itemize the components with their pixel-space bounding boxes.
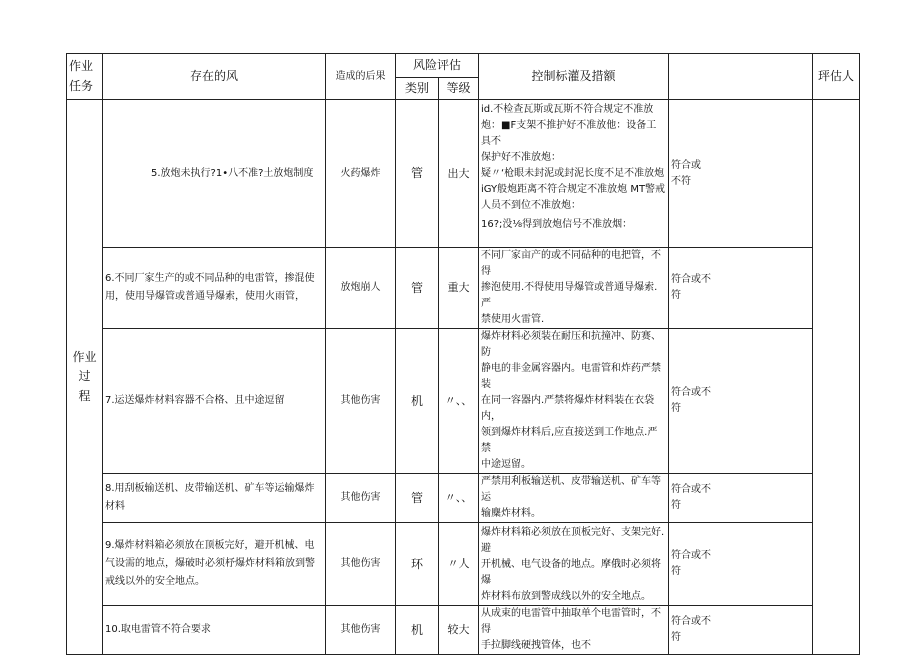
control-line: 炮：■F支架不推护好不准放他：设备工具不 <box>481 120 657 147</box>
header-task-line2: 任务 <box>69 78 94 93</box>
evaluation-cell <box>669 329 813 474</box>
hazard-cell: 7.运送爆炸材料容器不合格、且中途逗留 <box>103 329 326 474</box>
table-row <box>67 474 860 523</box>
control-line: 严禁用利板输送机、皮带输送机、矿车等运 <box>481 476 661 503</box>
consequence-cell: 其他伤害 <box>326 474 396 523</box>
task-cell <box>67 100 103 655</box>
header-level: 等级 <box>439 78 479 100</box>
control-line: 疑〃‘枪眼未封泥或封泥长度不足不准放炮 <box>481 168 665 179</box>
evaluation-cell <box>669 474 813 523</box>
header-task-line1: 作业 <box>69 59 94 74</box>
control-line: 开机械、电气设备的地点。摩俄时必须将爆 <box>481 559 661 586</box>
table-row <box>67 248 860 329</box>
evaluation-cell <box>669 100 813 248</box>
control-cell <box>479 100 669 248</box>
control-cell <box>479 329 669 474</box>
control-cell <box>479 474 669 523</box>
table-row <box>67 523 860 606</box>
control-cell <box>479 248 669 329</box>
evaluation-line2: 不符 <box>671 175 691 187</box>
control-line: 领到爆炸材料后,应直接送到工作地点.严禁 <box>481 427 658 454</box>
control-line: 中途逗留。 <box>481 459 531 470</box>
level-cell: 重大 <box>439 248 479 329</box>
header-category: 类别 <box>396 78 439 100</box>
control-line: 不同厂家亩产的或不同砧种的电把管，不得 <box>481 250 661 277</box>
header-evaluator: 玶估人 <box>813 54 860 100</box>
category-cell: 管 <box>396 474 439 523</box>
evaluation-line1: 符合或不 <box>671 274 711 285</box>
task-line1: 作业过 <box>72 350 97 384</box>
control-line: 手拉脚线硬拽管体，也不 <box>481 640 591 651</box>
level-cell: 〃、、 <box>439 329 479 474</box>
consequence-cell: 其他伤害 <box>326 606 396 655</box>
header-hazard: 存在的风 <box>103 54 326 100</box>
hazard-cell: 10.取电雷管不符合要求 <box>103 606 326 655</box>
hazard-cell: 5.放炮未执行?1•八不准?土放炮制度 <box>103 100 326 248</box>
table-row <box>67 606 860 655</box>
evaluation-line1: 符合或不 <box>671 616 711 627</box>
control-line: iGY般炮距离不符合规定不准放炮 MT警戒 <box>481 184 666 195</box>
evaluation-line2: 符 <box>671 290 681 301</box>
control-line: id.不检查瓦斯或瓦斯不符合规定不准放 <box>481 104 654 115</box>
header-control-measures: 控制标灌及措额 <box>479 54 669 100</box>
evaluation-line2: 符 <box>671 500 681 511</box>
task-line2: 程 <box>78 388 91 403</box>
control-line: 在同一容器内.严禁将爆炸材料装在衣袋内， <box>481 395 655 422</box>
evaluation-line1: 符合或不 <box>671 550 711 561</box>
control-line: 人员不到位不准放炮： <box>481 200 581 211</box>
risk-assessment-table <box>66 53 860 655</box>
control-cell <box>479 606 669 655</box>
consequence-cell: 其他伤害 <box>326 523 396 606</box>
header-task <box>67 54 103 100</box>
control-line: 输麋炸材料。 <box>481 508 541 519</box>
hazard-cell: 6.不冋厂家生产的或不同品种的电雷管，掺混使用，使用导爆管或普通导爆索，使用火雨管， <box>103 248 326 329</box>
control-line: 静电的非金属容器内。电雷管和炸药严禁装 <box>481 363 661 390</box>
consequence-cell: 其他伤害 <box>326 329 396 474</box>
header-blank <box>669 54 813 100</box>
consequence-cell: 放炮崩人 <box>326 248 396 329</box>
consequence-cell: 火药爆炸 <box>326 100 396 248</box>
evaluation-cell <box>669 248 813 329</box>
evaluator-cell <box>813 100 860 655</box>
evaluation-line1: 符合或不 <box>671 484 711 495</box>
control-line: 爆炸材料必须装在耐压和抗撞冲、防赛、防 <box>481 331 661 358</box>
category-cell: 机 <box>396 329 439 474</box>
control-line: 禁使用火雷管. <box>481 314 545 325</box>
evaluation-line1: 符合或不 <box>671 387 711 398</box>
category-cell: 环 <box>396 523 439 606</box>
control-line: 16?;没⅛得到放炮信号不准放烟： <box>481 219 633 230</box>
hazard-cell: 8.用刮板输送机、皮带输送机、矿车等运输爆炸材料 <box>103 474 326 523</box>
level-cell: 出大 <box>439 100 479 248</box>
evaluation-line1: 符合或 <box>671 159 701 171</box>
category-cell: 管 <box>396 100 439 248</box>
table-row <box>67 329 860 474</box>
level-cell: 较大 <box>439 606 479 655</box>
evaluation-line2: 符 <box>671 403 681 414</box>
header-row-1 <box>67 54 860 78</box>
header-consequence: 造成的后果 <box>326 54 396 100</box>
category-cell: 管 <box>396 248 439 329</box>
category-cell: 机 <box>396 606 439 655</box>
control-cell <box>479 523 669 606</box>
evaluation-cell <box>669 606 813 655</box>
evaluation-cell <box>669 523 813 606</box>
table-row <box>67 100 860 248</box>
control-line: 从成束的电雷管中抽取单个电雷管时，不得 <box>481 608 661 635</box>
evaluation-line2: 符 <box>671 566 681 577</box>
control-line: 掺泡使用.不得使用导爆管或普通导爆索.严 <box>481 282 658 309</box>
hazard-cell: 9.爆炸材料箱必须放在顶板完好，避开机械、电气设需的地点，爆破时必须杼爆炸材料箱放到警戒线以外的安全地点。 <box>103 523 326 606</box>
level-cell: 〃、、 <box>439 474 479 523</box>
control-line: 保护好不准放炮： <box>481 152 561 163</box>
control-line: 爆炸材料箱必须放在顶板完好、支架完好.避 <box>481 527 665 554</box>
evaluation-line2: 符 <box>671 632 681 643</box>
header-risk-evaluation: 风险评估 <box>396 54 479 78</box>
control-line: 炸材料布放到警成线以外的安全地点。 <box>481 591 651 602</box>
level-cell: 〃人 <box>439 523 479 606</box>
